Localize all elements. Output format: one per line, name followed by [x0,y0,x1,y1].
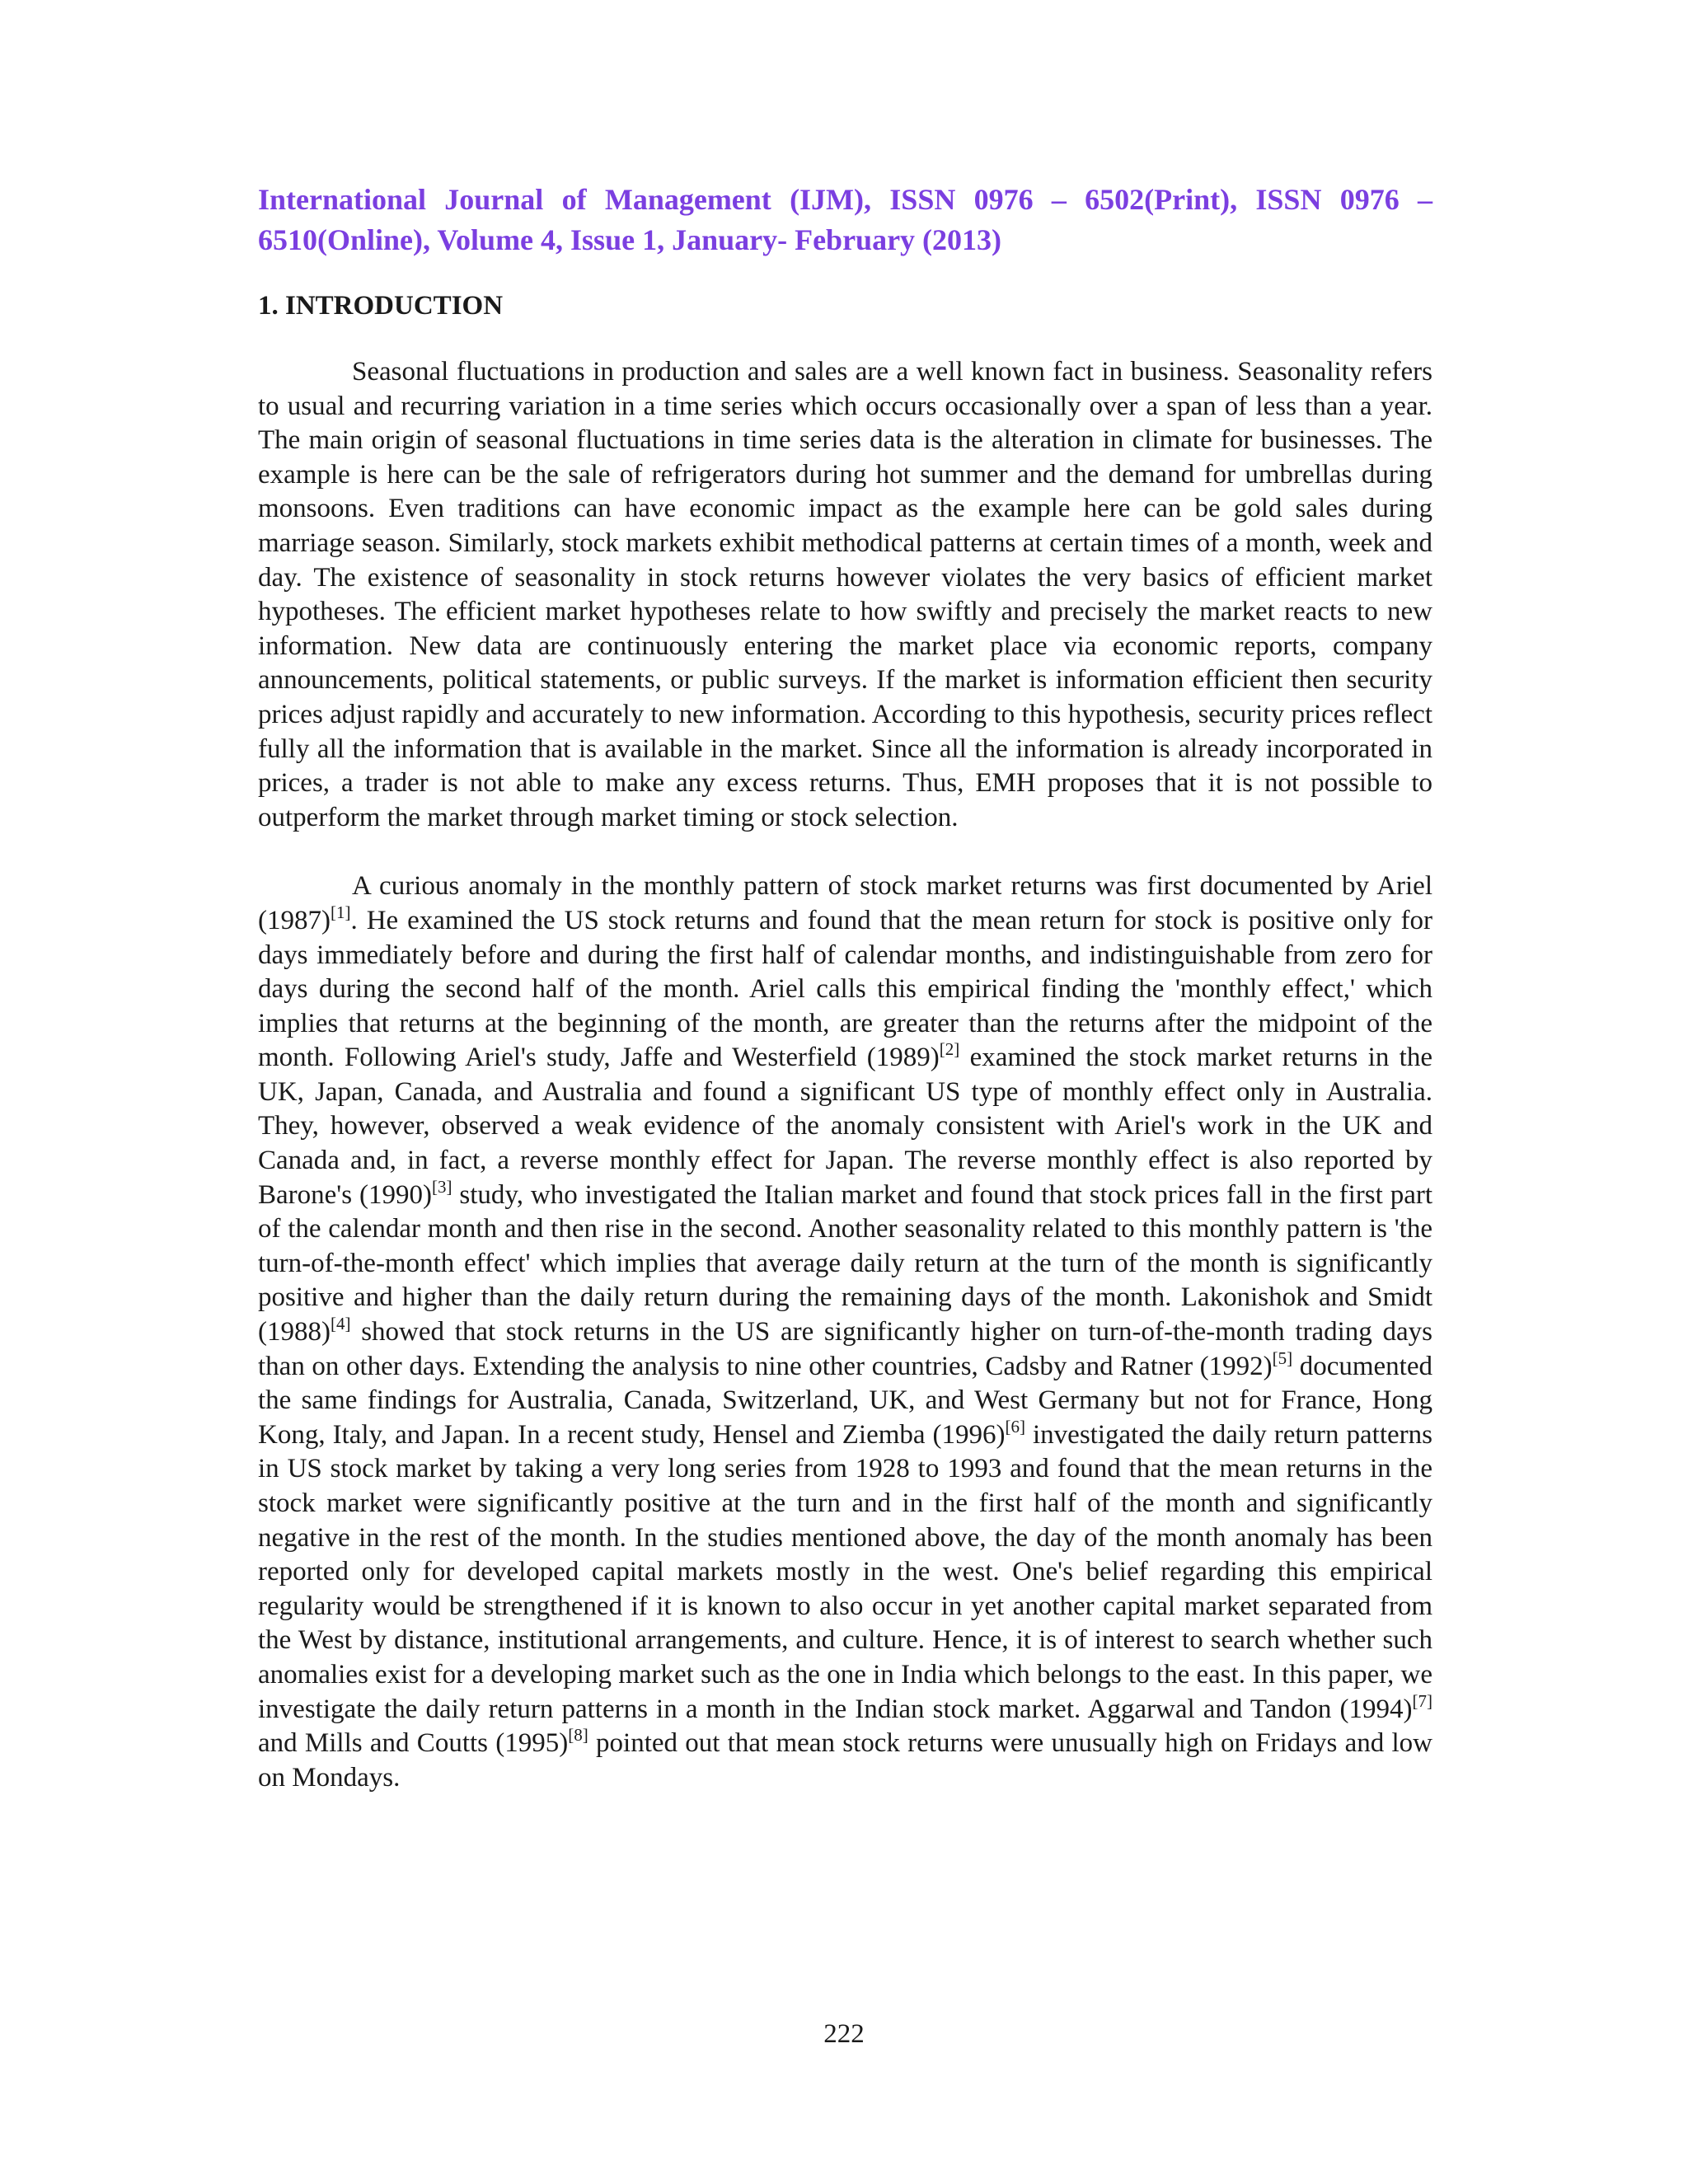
page-content [258,180,1432,1795]
citation-ref-2: [2] [939,1039,960,1060]
citation-ref-4: [4] [330,1314,351,1334]
paragraph-text: pointed out that mean stock returns were unusually high on Fridays and low on Mondays. [258,1728,1432,1793]
paragraph-text: and Mills and Coutts (1995) [258,1728,569,1759]
paragraph-text: A curious anomaly in the monthly pattern of stock market returns was first documented by Ariel (1987) [258,871,1432,935]
paragraph-text: showed that stock returns in the US are significantly higher on turn-of-the-month trading days than on other days. Extending the analysis to nine other countries, Cadsby and Ratner (1992) [258,1317,1432,1381]
page-number: 222 [823,2019,865,2049]
paragraph-introduction-1: Seasonal fluctuations in production and sales are a well known fact in business. Seasonality refers to usual and recurring variation in a time series which occurs occasionally over a span of less than a year. The main origin of seasonal fluctuations in time series data is the alteration in climate for businesses. The example is here can be the sale of refrigerators during hot summer and the demand for umbrellas during monsoons. Even traditions can have economic impact as the example here can be gold sales during marriage season. Similarly, stock markets exhibit methodical patterns at certain times of a month, week and day. The existence of seasonality in stock returns however violates the very basics of efficient market hypotheses. The efficient market hypotheses relate to how swiftly and precisely the market reacts to new information. New data are continuously entering the market place via economic reports, company announcements, political statements, or public surveys. If the market is information efficient then security prices adjust rapidly and accurately to new information. According to this hypothesis, security prices reflect fully all the information that is available in the market. Since all the information is already incorporated in prices, a trader is not able to make any excess returns. Thus, EMH proposes that it is not possible to outperform the market through market timing or stock selection. [258,357,1432,832]
paragraph-text: . He examined the US stock returns and found that the mean return for stock is positive only for days immediately before and during the first half of calendar months, and indistinguishable from zero for days during the second half of the month. Ariel calls this empirical finding the 'monthly effect,' which implies that returns at the beginning of the month, are greater than the returns after the midpoint of the month. Following Ariel's study, Jaffe and Westerfield (1989) [258,905,1432,1073]
paragraph-text: examined the stock market returns in the UK, Japan, Canada, and Australia and found a significant US type of monthly effect only in Australia. They, however, observed a weak evidence of the anomaly consistent with Ariel's work in the UK and Canada and, in fact, a reverse monthly effect for Japan. The reverse monthly effect is also reported by Barone's (1990) [258,1043,1432,1210]
paragraph-text: study, who investigated the Italian market and found that stock prices fall in the first part of the calendar month and then rise in the second. Another seasonality related to this monthly pattern is 'the turn-of-the-month effect' which implies that average daily return at the turn of the month is significantly positive and higher than the daily return during the remaining days of the month. Lakonishok and Smidt (1988) [258,1179,1433,1347]
citation-ref-5: [5] [1272,1347,1293,1368]
citation-ref-3: [3] [431,1176,452,1197]
paragraph-text: investigated the daily return patterns in US stock market by taking a very long series from 1928 to 1993 and found that the mean returns in the stock market were significantly positive at the turn and in the first half of the month and significantly negative in the rest of the month. In the studies mentioned above, the day of the month anomaly has been reported only for developed capital markets mostly in the west. One's belief regarding this empirical regularity would be strengthened if it is known to also occur in yet another capital market separated from the West by distance, institutional arrangements, and culture. Hence, it is of interest to search whether such anomalies exist for a developing market such as the one in India which belongs to the east. In this paper, we investigate the daily return patterns in a month in the Indian stock market. Aggarwal and Tandon (1994) [258,1419,1432,1724]
paragraph-introduction-2 [258,869,1432,1795]
citation-ref-6: [6] [1005,1416,1026,1436]
paragraph-text: documented the same findings for Australia, Canada, Switzerland, UK, and West Germany but not for France, Hong Kong, Italy, and Japan. In a recent study, Hensel and Ziemba (1996) [258,1351,1432,1450]
citation-ref-1: [1] [330,902,351,922]
journal-header: International Journal of Management (IJM), ISSN 0976 – 6502(Print), ISSN 0976 – 6510(Online), Volume 4, Issue 1, January- February (2013) [258,183,1432,256]
section-heading: 1. INTRODUCTION [258,291,504,321]
citation-ref-7: [7] [1412,1690,1432,1711]
citation-ref-8: [8] [568,1725,588,1746]
